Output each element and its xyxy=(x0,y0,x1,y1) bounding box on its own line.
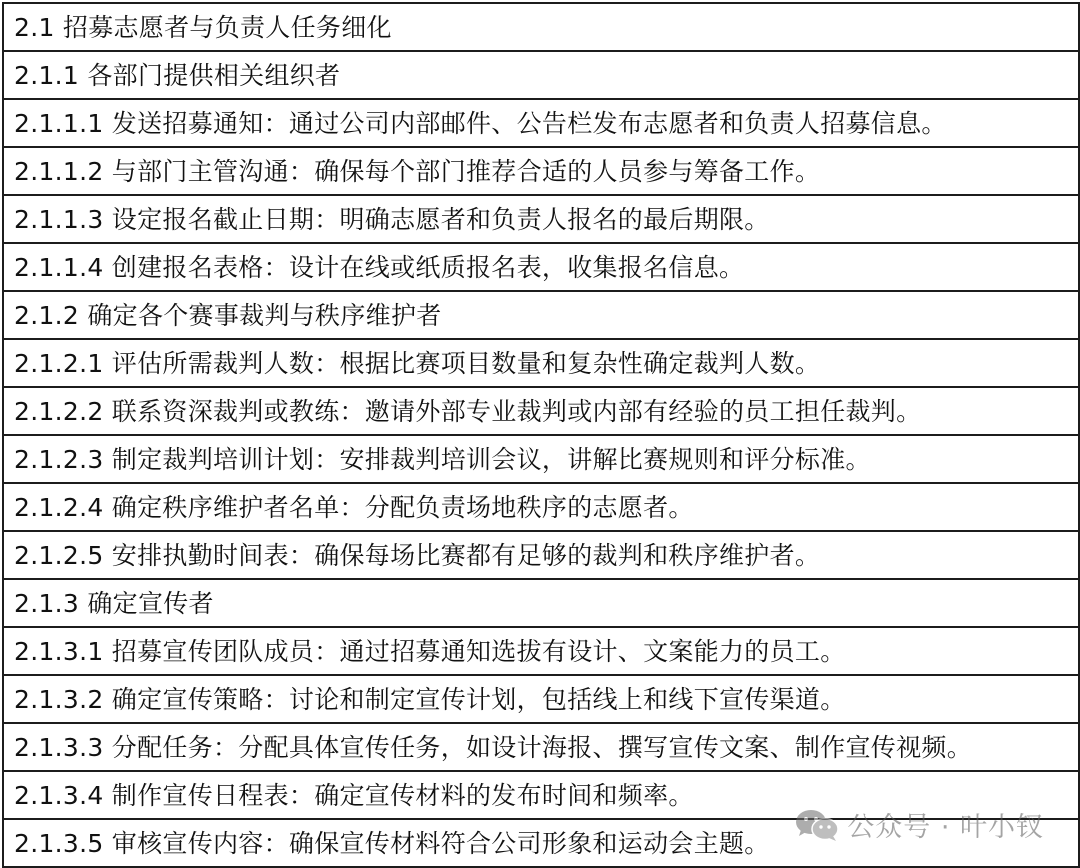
row-text: 2.1.1 各部门提供相关组织者 xyxy=(14,60,341,90)
row-text: 2.1.2.5 安排执勤时间表：确保每场比赛都有足够的裁判和秩序维护者。 xyxy=(14,540,821,570)
row-text: 2.1.3 确定宣传者 xyxy=(14,588,214,618)
task-table xyxy=(2,2,1080,868)
table-row xyxy=(4,340,1078,388)
table-row xyxy=(4,676,1078,724)
row-text: 2.1 招募志愿者与负责人任务细化 xyxy=(14,12,392,42)
row-text: 2.1.3.3 分配任务：分配具体宣传任务，如设计海报、撰写宣传文案、制作宣传视频。 xyxy=(14,732,973,762)
row-text: 2.1.1.4 创建报名表格：设计在线或纸质报名表，收集报名信息。 xyxy=(14,252,745,282)
watermark-text: 公众号 · 叶小钗 xyxy=(847,812,1044,843)
table-row xyxy=(4,628,1078,676)
table-row xyxy=(4,52,1078,100)
table-row xyxy=(4,148,1078,196)
table-row xyxy=(4,244,1078,292)
row-text: 2.1.3.4 制作宣传日程表：确定宣传材料的发布时间和频率。 xyxy=(14,780,694,810)
row-text: 2.1.2.4 确定秩序维护者名单：分配负责场地秩序的志愿者。 xyxy=(14,492,694,522)
row-text: 2.1.2.2 联系资深裁判或教练：邀请外部专业裁判或内部有经验的员工担任裁判。 xyxy=(14,396,922,426)
table-row xyxy=(4,196,1078,244)
row-text: 2.1.2.3 制定裁判培训计划：安排裁判培训会议，讲解比赛规则和评分标准。 xyxy=(14,444,871,474)
row-text: 2.1.3.2 确定宣传策略：讨论和制定宣传计划，包括线上和线下宣传渠道。 xyxy=(14,684,846,714)
table-row xyxy=(4,4,1078,52)
table-row xyxy=(4,532,1078,580)
table-row xyxy=(4,724,1078,772)
row-text: 2.1.2.1 评估所需裁判人数：根据比赛项目数量和复杂性确定裁判人数。 xyxy=(14,348,821,378)
table-row xyxy=(4,436,1078,484)
row-text: 2.1.3.1 招募宣传团队成员：通过招募通知选拔有设计、文案能力的员工。 xyxy=(14,636,846,666)
table-row xyxy=(4,484,1078,532)
table-row xyxy=(4,772,1078,820)
row-text: 2.1.1.2 与部门主管沟通：确保每个部门推荐合适的人员参与筹备工作。 xyxy=(14,156,821,186)
table-row xyxy=(4,820,1078,868)
table-row xyxy=(4,388,1078,436)
table-row xyxy=(4,100,1078,148)
row-text: 2.1.1.1 发送招募通知：通过公司内部邮件、公告栏发布志愿者和负责人招募信息。 xyxy=(14,108,947,138)
table-row xyxy=(4,292,1078,340)
row-text: 2.1.1.3 设定报名截止日期：明确志愿者和负责人报名的最后期限。 xyxy=(14,204,770,234)
table-row xyxy=(4,580,1078,628)
row-text: 2.1.3.5 审核宣传内容：确保宣传材料符合公司形象和运动会主题。 xyxy=(14,828,770,858)
row-text: 2.1.2 确定各个赛事裁判与秩序维护者 xyxy=(14,300,442,330)
